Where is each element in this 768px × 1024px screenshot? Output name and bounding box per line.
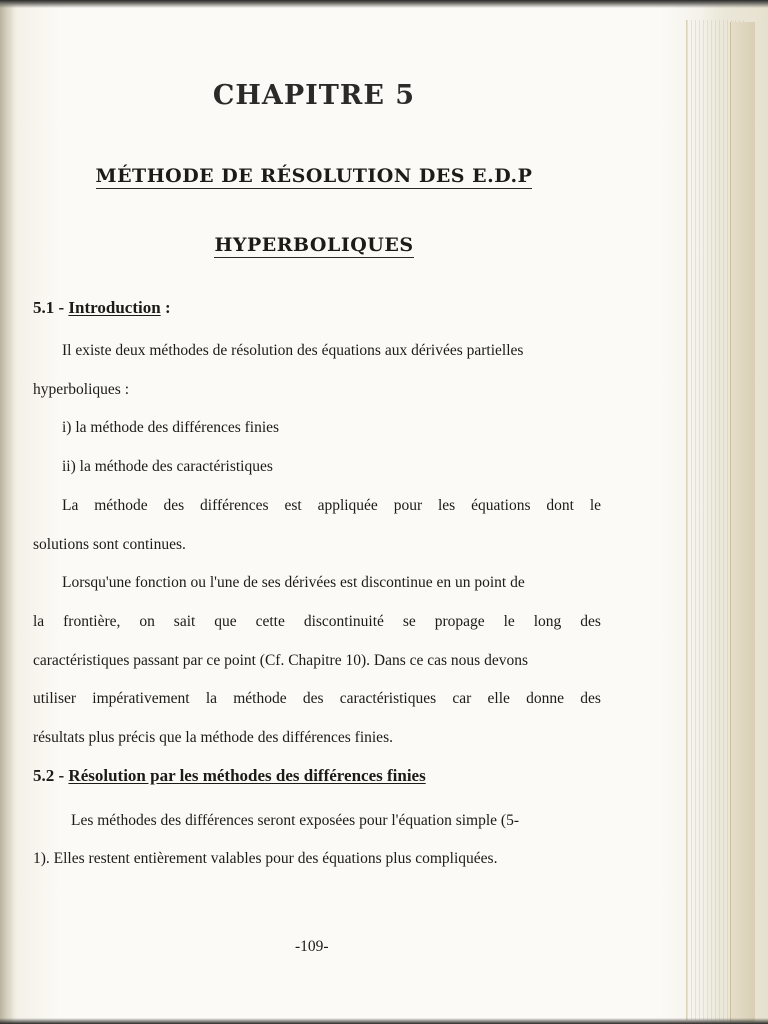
word: long xyxy=(533,613,562,630)
word: elle xyxy=(487,690,510,707)
book-edge xyxy=(730,22,755,1022)
word: la xyxy=(205,690,217,707)
word: on xyxy=(139,613,155,630)
word: donne xyxy=(526,690,565,707)
word: caractéristiques xyxy=(339,690,437,707)
scan-top-shadow xyxy=(0,0,768,8)
paragraph-line: Lorsqu'une fonction ou l'une de ses dérivées est discontinue en un point de xyxy=(62,574,525,591)
word: dont xyxy=(546,497,574,514)
paragraph-line: 1). Elles restent entièrement valables pour des équations plus compliquées. xyxy=(33,850,498,867)
chapter-subtitle-line2 xyxy=(0,234,628,256)
list-item: i) la méthode des différences finies xyxy=(62,419,280,436)
word: est xyxy=(284,497,302,514)
word: méthode xyxy=(233,690,287,707)
word: les xyxy=(438,497,456,514)
word: des xyxy=(580,613,601,630)
word: différences xyxy=(200,497,269,514)
chapter-title: CHAPITRE 5 xyxy=(212,80,416,111)
section-title: Introduction xyxy=(68,298,161,317)
word: des xyxy=(302,690,324,707)
word: sait xyxy=(173,613,196,630)
paragraph-line: Il existe deux méthodes de résolution des équations aux dérivées partielles xyxy=(62,342,524,359)
word: que xyxy=(214,613,237,630)
word: des xyxy=(580,690,601,707)
word: se xyxy=(402,613,416,630)
word: impérativement xyxy=(92,690,190,707)
word: discontinuité xyxy=(303,613,384,630)
word: appliquée xyxy=(317,497,378,514)
section-number: 5.1 - xyxy=(33,298,65,317)
paragraph-line: solutions sont continues. xyxy=(33,536,186,553)
justified-line xyxy=(33,690,601,708)
word: méthode xyxy=(94,497,148,514)
word: La xyxy=(62,497,79,514)
word: le xyxy=(589,497,601,514)
word: le xyxy=(503,613,515,630)
word: la xyxy=(33,613,45,630)
section-colon: : xyxy=(164,298,171,317)
word: utiliser xyxy=(33,690,77,707)
section-heading-finite-differences xyxy=(33,766,426,786)
word: car xyxy=(452,690,472,707)
list-item: ii) la méthode des caractéristiques xyxy=(62,458,273,475)
word: propage xyxy=(434,613,485,630)
paragraph-line: Les méthodes des différences seront exposées pour l'équation simple (5- xyxy=(71,812,520,829)
section-heading-intro xyxy=(33,298,171,318)
justified-line xyxy=(62,497,601,515)
paragraph-line: caractéristiques passant par ce point (Cf. Chapitre 10). Dans ce cas nous devons xyxy=(33,652,528,669)
chapter-subtitle-line1 xyxy=(0,165,628,187)
paragraph-line: résultats plus précis que la méthode des différences finies. xyxy=(33,729,393,746)
word: des xyxy=(163,497,185,514)
scan-bottom-shadow xyxy=(0,1018,768,1024)
justified-line xyxy=(33,613,601,631)
section-title: Résolution par les méthodes des différences finies xyxy=(68,766,426,785)
word: frontière, xyxy=(63,613,121,630)
word: cette xyxy=(255,613,285,630)
section-number: 5.2 - xyxy=(33,766,65,785)
subtitle-text-line1: MÉTHODE DE RÉSOLUTION DES E.D.P xyxy=(95,165,533,187)
paragraph-line: hyperboliques : xyxy=(33,381,129,398)
word: pour xyxy=(393,497,423,514)
page-number: -109- xyxy=(295,938,329,955)
subtitle-text-line2: HYPERBOLIQUES xyxy=(214,234,414,256)
word: équations xyxy=(471,497,531,514)
page-gutter xyxy=(0,0,14,1024)
